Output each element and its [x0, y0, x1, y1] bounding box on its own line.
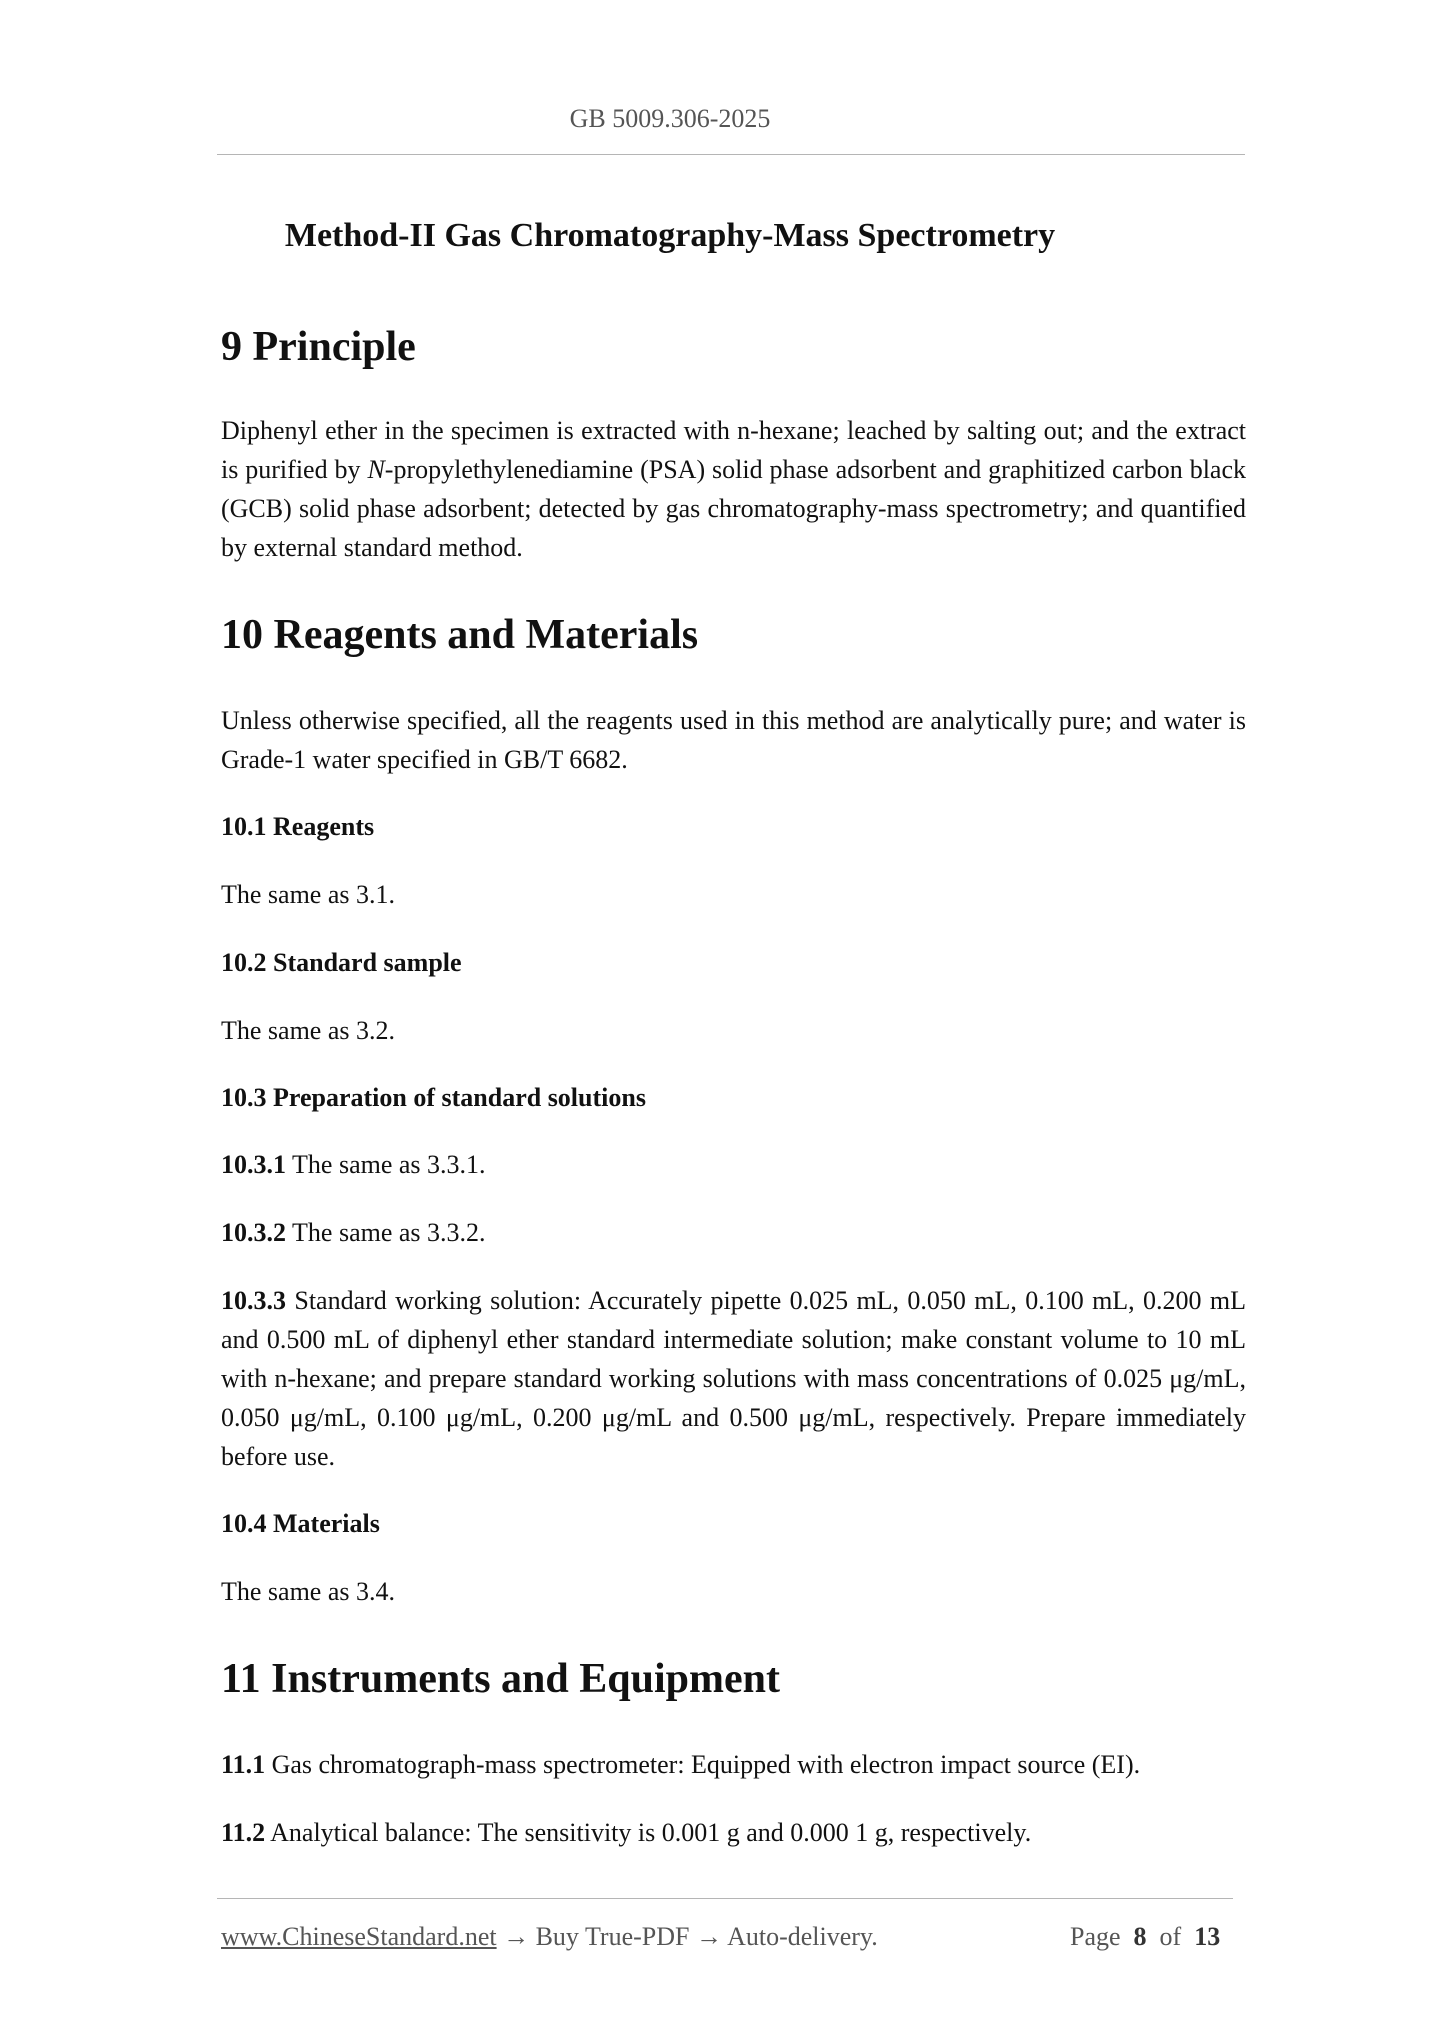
- section-10-intro: [221, 701, 1246, 779]
- clause-text: Analytical balance: The sensitivity is 0.001 g and 0.000 1 g, respectively.: [265, 1818, 1032, 1847]
- page-total: 13: [1194, 1922, 1221, 1951]
- section-11: [221, 1658, 1246, 1700]
- header-standard-code: GB 5009.306-2025: [569, 104, 771, 133]
- section-10-1: [221, 812, 1246, 842]
- section-10-2-heading: 10.2 Standard sample: [221, 948, 462, 977]
- section-10-4-heading: 10.4 Materials: [221, 1509, 380, 1538]
- section-10-3-heading: 10.3 Preparation of standard solutions: [221, 1083, 646, 1112]
- section-10-3: [221, 1083, 1246, 1113]
- footer-buy-text: Buy True-PDF: [535, 1922, 690, 1951]
- footer-site-link[interactable]: www.ChineseStandard.net: [221, 1922, 497, 1951]
- section-10-1-heading: 10.1 Reagents: [221, 812, 375, 841]
- principle-paragraph: [221, 411, 1246, 567]
- header-divider: [217, 154, 1245, 155]
- page-label: Page: [1070, 1922, 1121, 1951]
- clause-text: Gas chromatograph-mass spectrometer: Equipped with electron impact source (EI).: [265, 1750, 1141, 1779]
- section-10-2-text: The same as 3.2.: [221, 1016, 396, 1045]
- clause-number: 11.1: [221, 1750, 266, 1779]
- section-10-1-text: The same as 3.1.: [221, 880, 396, 909]
- section-10-intro-text: Unless otherwise specified, all the reagents used in this method are analytically pure; and water is Grade-1 water specified in GB/T 6682.: [221, 706, 1246, 774]
- section-10: [221, 614, 1246, 656]
- section-10-1-body: [221, 875, 1246, 914]
- section-10-3-3: [221, 1281, 1246, 1476]
- section-10-2-body: [221, 1011, 1246, 1050]
- clause-number: 11.2: [221, 1818, 266, 1847]
- principle-text-b: -propylethylenediamine (PSA) solid phase adsorbent and graphitized carbon black (GCB) solid phase adsorbent; detected by gas chromatography-mass spectrometry; and quantified by external standard method.: [221, 455, 1246, 562]
- section-11-2: [221, 1813, 1246, 1852]
- principle-italic: N: [367, 455, 385, 484]
- clause-number: 10.3.2: [221, 1218, 286, 1247]
- footer-left: [221, 1922, 878, 1952]
- section-10-4: [221, 1509, 1246, 1539]
- section-10-2: [221, 948, 1246, 978]
- page-of-label: of: [1159, 1922, 1182, 1951]
- section-10-4-text: The same as 3.4.: [221, 1577, 396, 1606]
- principle-text-a: Diphenyl ether in the specimen is extracted with n-hexane; leached by salting out; and the extract is purified by: [221, 416, 1246, 484]
- footer-page-indicator: [1070, 1922, 1220, 1952]
- clause-number: 10.3.3: [221, 1286, 286, 1315]
- footer-delivery-text: Auto-delivery.: [727, 1922, 878, 1951]
- clause-text: Standard working solution: Accurately pipette 0.025 mL, 0.050 mL, 0.100 mL, 0.200 mL and 0.500 mL of diphenyl ether standard intermediate solution; make constant volume to 10 mL with n-hexane; and prepare standard working solutions with mass concentrations of 0.025 μg/mL, 0.050 μg/mL, 0.100 μg/mL, 0.200 μg/mL and 0.500 μg/mL, respectively. Prepare immediately before use.: [221, 1286, 1246, 1471]
- clause-text: The same as 3.3.2.: [286, 1218, 486, 1247]
- section-10-heading: 10 Reagents and Materials: [221, 612, 699, 658]
- section-10-4-body: [221, 1572, 1246, 1611]
- section-9: [221, 326, 1246, 368]
- clause-text: The same as 3.3.1.: [286, 1150, 486, 1179]
- section-11-heading: 11 Instruments and Equipment: [221, 1656, 780, 1702]
- section-11-1: [221, 1745, 1246, 1784]
- footer-divider: [217, 1898, 1233, 1899]
- section-10-3-2: [221, 1213, 1246, 1252]
- arrow-icon: →: [496, 1922, 536, 1951]
- section-9-body: [221, 411, 1246, 567]
- page-number: 8: [1133, 1922, 1147, 1951]
- clause-number: 10.3.1: [221, 1150, 286, 1179]
- page-title: Method-II Gas Chromatography-Mass Spectrometry: [284, 217, 1056, 254]
- section-10-3-1: [221, 1145, 1246, 1184]
- section-9-heading: 9 Principle: [221, 324, 416, 370]
- arrow-icon: →: [689, 1922, 728, 1951]
